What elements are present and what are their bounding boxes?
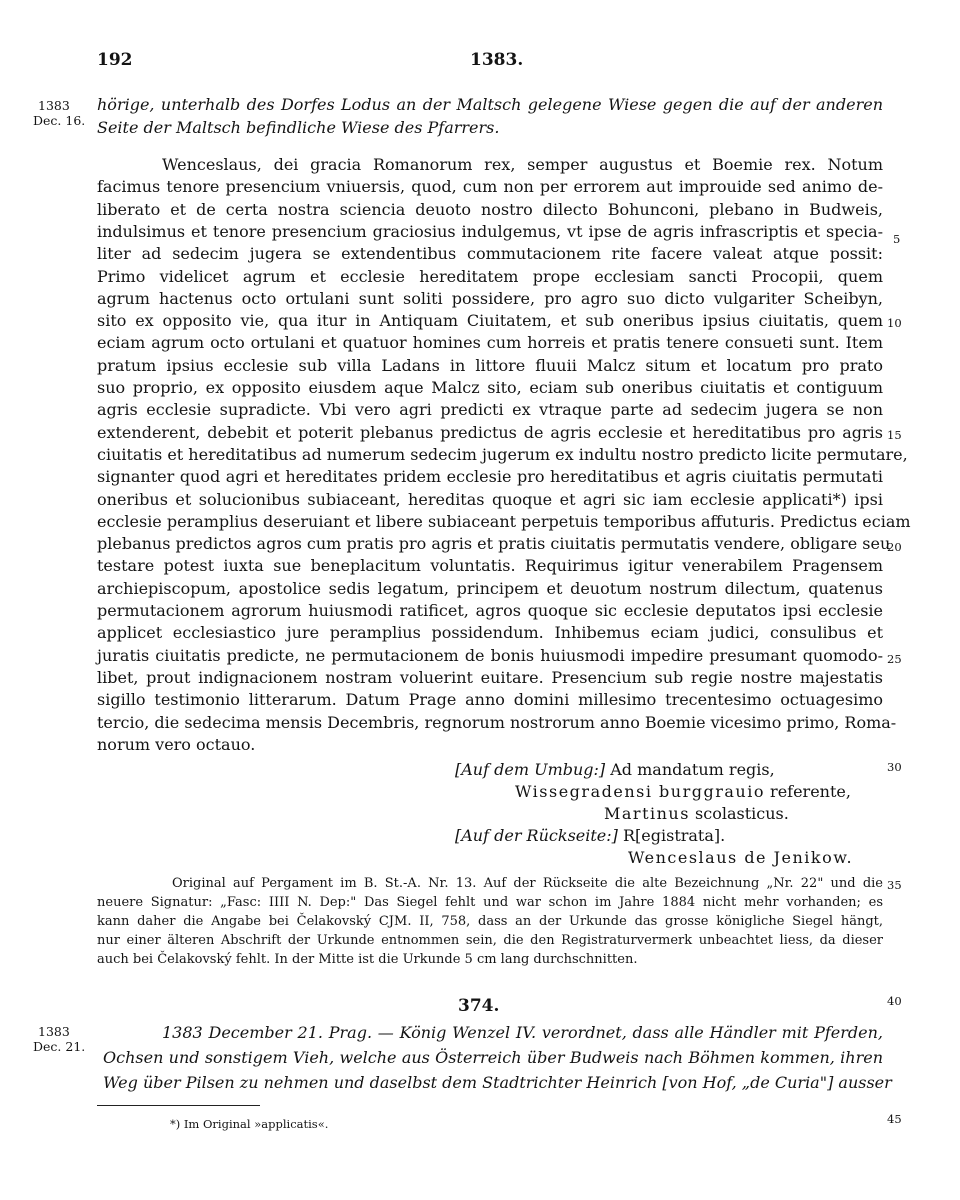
signature-referent <box>515 782 851 802</box>
margin-date: Dec. 16. <box>33 113 86 128</box>
rueckseite-text: R[egistrata]. <box>622 826 726 845</box>
line-number: 35 <box>887 878 902 892</box>
body-line: facimus tenore presencium vniuersis, quod, cum non per errorem aut improuide sed animo de- <box>97 177 883 197</box>
line-number: 20 <box>887 540 902 554</box>
source-note-line: nur einer älteren Abschrift der Urkunde entnommen sein, die den Registraturvermerk unbeachtet liess, da dieser <box>97 933 883 948</box>
next-regest-line: Weg über Pilsen zu nehmen und daselbst dem Stadtrichter Heinrich [von Hof, „de Curia"] ausser <box>103 1073 892 1092</box>
next-margin-year: 1383 <box>38 1024 70 1039</box>
scholasticus-text: scolasticus. <box>695 804 789 823</box>
next-regest-line: Ochsen und sonstigem Vieh, welche aus Österreich über Budweis nach Böhmen kommen, ihren <box>103 1048 883 1067</box>
body-line: sigillo testimonio litterarum. Datum Prage anno domini millesimo trecentesimo octuagesimo <box>97 690 883 710</box>
line-number: 25 <box>887 652 902 666</box>
referent-text: referente, <box>770 782 851 801</box>
signature-umbug <box>455 760 775 780</box>
body-line: testare potest iuxta sue beneplacitum voluntatis. Requirimus igitur venerabilem Pragensem <box>97 556 883 576</box>
body-line: tercio, die sedecima mensis Decembris, regnorum nostrorum anno Boemie vicesimo primo, Roma- <box>97 712 897 732</box>
body-line: pratum ipsius ecclesie sub villa Ladans in littore fluuii Malcz situm et locatum pro prato <box>97 355 883 375</box>
body-line: indulsimus et tenore presencium graciosius indulgemus, vt ipse de agris infrascriptis et specia- <box>97 221 883 241</box>
footnote-rule <box>97 1105 260 1106</box>
margin-year: 1383 <box>38 98 70 113</box>
body-line: eciam agrum octo ortulani et quatuor homines cum horreis et pratis tenere consueti sunt. Item <box>97 333 883 353</box>
body-line: permutacionem agrorum huiusmodi ratificet, agros quoque sic ecclesie deputatos ipsi ecclesie <box>97 601 883 620</box>
body-line: juratis ciuitatis predicte, ne permutacionem de bonis huiusmodi impedire presumant quomodo- <box>97 645 883 665</box>
next-regest-line: 1383 December 21. Prag. — König Wenzel IV. verordnet, dass alle Händler mit Pferden, <box>162 1023 883 1042</box>
referent-name: Wissegradensi burggrauio <box>515 782 765 801</box>
body-line: norum vero octauo. <box>97 734 256 754</box>
body-line: ciuitatis et hereditatibus ad numerum sedecim jugerum ex indultu nostro predicto licite permutare, <box>97 444 908 464</box>
body-line: libet, prout indignacionem nostram voluerint euitare. Presencium sub regie nostre majestatis <box>97 667 883 687</box>
regest-prev-line: hörige, unterhalb des Dorfes Lodus an der Maltsch gelegene Wiese gegen die auf der anderen <box>97 95 883 114</box>
line-number: 40 <box>887 994 902 1008</box>
signature-rueckseite <box>455 826 725 846</box>
document-number: 374. <box>458 996 500 1016</box>
umbug-label: [Auf dem Umbug:] <box>455 760 606 779</box>
line-number: 15 <box>887 428 902 442</box>
body-line: sito ex opposito vie, qua itur in Antiquam Ciuitatem, et sub oneribus ipsius ciuitatis, quem <box>97 311 883 331</box>
line-number: 30 <box>887 760 902 774</box>
body-line: extenderent, debebit et poterit plebanus predictus de agris ecclesie et hereditatibus pro agris <box>97 422 883 442</box>
next-margin-date: Dec. 21. <box>33 1039 86 1054</box>
body-line: signanter quod agri et hereditates pridem ecclesie pro hereditatibus et agris ciuitatis permutati <box>97 467 883 487</box>
body-line: plebanus predictos agros cum pratis pro agris et pratis ciuitatis permutatis vendere, obligare seu <box>97 534 891 554</box>
body-line: Primo videlicet agrum et ecclesie hereditatem prope ecclesiam sancti Procopii, quem <box>97 266 883 286</box>
rueckseite-label: [Auf der Rückseite:] <box>455 826 618 845</box>
line-number: 5 <box>893 232 901 246</box>
source-note-line: neuere Signatur: „Fasc: IIII N. Dep:" Das Siegel fehlt und war schon im Jahre 1884 nicht mehr vorhanden; es <box>97 895 883 910</box>
scholasticus-name: Martinus <box>604 804 690 823</box>
body-line: liter ad sedecim jugera se extendentibus commutacionem rite facere valeat atque possit: <box>97 244 883 264</box>
line-number: 45 <box>887 1112 902 1126</box>
source-note-line: kann daher die Angabe bei Čelakovský CJM. II, 758, dass an der Urkunde das grosse königliche Siegel hängt, <box>97 914 883 929</box>
running-year: 1383. <box>470 50 524 70</box>
line-number: 10 <box>887 316 902 330</box>
footnote: *) Im Original »applicatis«. <box>170 1117 329 1131</box>
body-line: applicet ecclesiastico jure peramplius possidendum. Inhibemus eciam judici, consulibus et <box>97 623 883 643</box>
source-note-line: Original auf Pergament im B. St.-A. Nr. 13. Auf der Rückseite die alte Bezeichnung „Nr. 22" und die <box>172 876 883 891</box>
signature-scholasticus <box>604 804 789 824</box>
body-line: agrum hactenus octo ortulani sunt soliti possidere, pro agro suo dicto vulgariter Scheibyn, <box>97 288 883 308</box>
page-number: 192 <box>97 50 133 70</box>
signature-registrar: Wenceslaus de Jenikow. <box>628 848 854 867</box>
umbug-text: Ad mandatum regis, <box>610 760 775 779</box>
body-line: oneribus et solucionibus subiaceant, hereditas quoque et agri sic iam ecclesie applicati*) ipsi <box>97 489 883 509</box>
body-line: archiepiscopum, apostolice sedis legatum, principem et deuotum nostrum dilectum, quatenus <box>97 578 883 598</box>
body-line: liberato et de certa nostra sciencia deuoto nostro dilecto Bohunconi, plebano in Budweis, <box>97 199 883 219</box>
source-note-line: auch bei Čelakovský fehlt. In der Mitte ist die Urkunde 5 cm lang durchschnitten. <box>97 952 638 967</box>
regest-prev-line: Seite der Maltsch befindliche Wiese des Pfarrers. <box>97 118 500 137</box>
body-line: Wenceslaus, dei gracia Romanorum rex, semper augustus et Boemie rex. Notum <box>162 155 883 174</box>
body-line: ecclesie peramplius deseruiant et libere subiaceant perpetuis temporibus affuturis. Predictus eciam <box>97 511 911 531</box>
body-line: suo proprio, ex opposito eiusdem aque Malcz sito, eciam sub oneribus ciuitatis et contiguum <box>97 378 883 397</box>
body-line: agris ecclesie supradicte. Vbi vero agri predicti ex vtraque parte ad sedecim jugera se non <box>97 400 883 420</box>
